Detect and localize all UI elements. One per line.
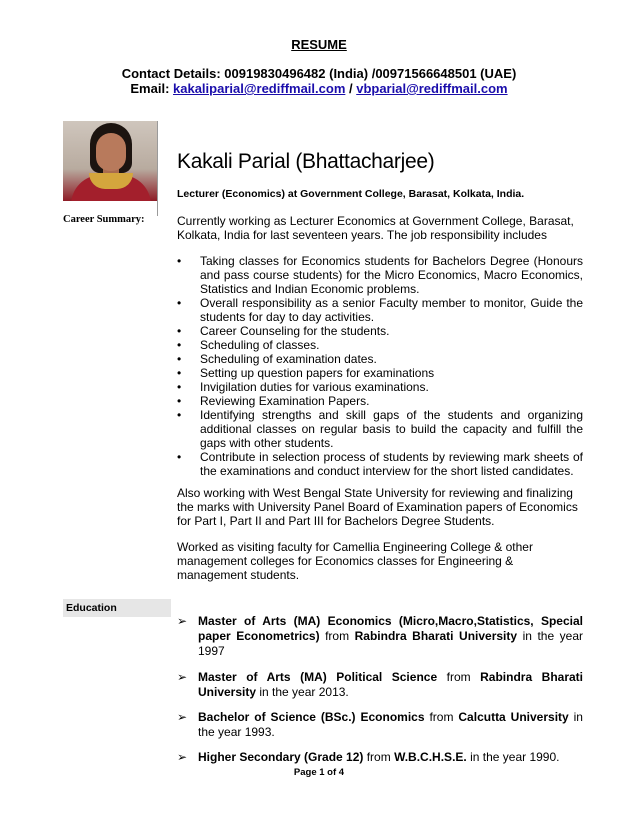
career-summary-label: Career Summary: <box>63 214 145 225</box>
from-text: from <box>437 670 481 684</box>
education-list <box>177 614 583 765</box>
list-item <box>177 352 583 366</box>
responsibility-text: Overall responsibility as a senior Faculty member to monitor, Guide the students for day to day activities. <box>200 296 583 324</box>
responsibility-text: Identifying strengths and skill gaps of the students and organizing additional classes on regular basis to build the capacity and fulfill the gaps with other students. <box>200 408 583 450</box>
degree-name: Higher Secondary (Grade 12) <box>198 750 364 764</box>
from-text: from <box>363 750 395 764</box>
email-line <box>0 81 638 96</box>
bullet-icon: • <box>177 324 182 338</box>
list-item <box>177 710 583 740</box>
institution-name: W.B.C.H.S.E. <box>394 750 467 764</box>
contact-phones: 00919830496482 (India) /00971566648501 (UAE) <box>224 66 517 81</box>
degree-year: in the year 1997 <box>198 629 584 658</box>
career-intro: Currently working as Lecturer Economics at Government College, Barasat, Kolkata, India for last seventeen years. The job responsibility includes <box>177 214 574 242</box>
email-label: Email: <box>130 81 174 96</box>
visiting-faculty-paragraph: Worked as visiting faculty for Camellia Engineering College & other management colleges for Economics classes for Engineering & management students. <box>177 540 533 582</box>
responsibility-text: Setting up question papers for examinations <box>200 366 435 380</box>
list-item <box>177 394 583 408</box>
arrow-bullet-icon: ➢ <box>177 670 188 684</box>
institution-name: Rabindra Bharati University <box>354 629 518 643</box>
list-item <box>177 296 583 324</box>
education-label: Education <box>63 599 171 617</box>
contact-phones-line <box>0 66 638 81</box>
institution-name: Rabindra Bharati University <box>198 670 583 699</box>
bullet-icon: • <box>177 296 182 310</box>
responsibility-text: Reviewing Examination Papers. <box>200 394 370 408</box>
document-title: RESUME <box>291 37 347 52</box>
institution-name: Calcutta University <box>458 710 569 724</box>
list-item <box>177 380 583 394</box>
contact-block <box>0 66 638 96</box>
email-separator: / <box>345 81 357 96</box>
degree-year: in the year 1993. <box>198 710 583 739</box>
bullet-icon: • <box>177 352 182 366</box>
bullet-icon: • <box>177 254 182 268</box>
degree-year: in the year 1990. <box>466 750 560 764</box>
degree-year: in the year 2013. <box>256 685 349 699</box>
email-link-secondary[interactable]: vbparial@rediffmail.com <box>356 81 508 96</box>
email-link-primary[interactable]: kakaliparial@rediffmail.com <box>173 81 346 96</box>
contact-label: Contact Details: <box>121 66 225 81</box>
bullet-icon: • <box>177 408 182 422</box>
degree-name: Master of Arts (MA) Political Science <box>198 670 438 684</box>
candidate-position: Lecturer (Economics) at Government College, Barasat, Kolkata, India. <box>177 188 525 200</box>
responsibility-text: Career Counseling for the students. <box>200 324 390 338</box>
from-text: from <box>319 629 355 643</box>
arrow-bullet-icon: ➢ <box>177 750 188 764</box>
responsibility-text: Invigilation duties for various examinations. <box>200 380 429 394</box>
responsibility-text: Scheduling of examination dates. <box>200 352 377 366</box>
list-item <box>177 366 583 380</box>
arrow-bullet-icon: ➢ <box>177 614 188 628</box>
list-item <box>177 338 583 352</box>
list-item <box>177 408 583 450</box>
list-item <box>177 450 583 478</box>
list-item <box>177 670 583 700</box>
bullet-icon: • <box>177 380 182 394</box>
from-text: from <box>424 710 459 724</box>
bullet-icon: • <box>177 366 182 380</box>
degree-name: Bachelor of Science (BSc.) Economics <box>198 710 425 724</box>
list-item <box>177 254 583 296</box>
responsibility-text: Scheduling of classes. <box>200 338 320 352</box>
list-item <box>177 750 583 765</box>
list-item <box>177 324 583 338</box>
bullet-icon: • <box>177 338 182 352</box>
header-divider <box>157 121 158 216</box>
responsibility-list <box>177 254 583 478</box>
degree-name: Master of Arts (MA) Economics (Micro,Macro,Statistics, Special paper Econometrics) <box>198 614 583 643</box>
bullet-icon: • <box>177 450 182 464</box>
arrow-bullet-icon: ➢ <box>177 710 188 724</box>
university-work-paragraph: Also working with West Bengal State University for reviewing and finalizing the marks with University Panel Board of Examination papers of Economics for Part I, Part II and Part III for Bachelors Degree Students. <box>177 486 578 528</box>
responsibility-text: Taking classes for Economics students for Bachelors Degree (Honours and pass course students) for the Micro Economics, Macro Economics, Statistics and Indian Economic problems. <box>200 254 583 296</box>
page-number: Page 1 of 4 <box>293 767 345 778</box>
candidate-name: Kakali Parial (Bhattacharjee) <box>177 150 435 173</box>
list-item <box>177 614 583 659</box>
profile-photo <box>63 121 157 201</box>
bullet-icon: • <box>177 394 182 408</box>
responsibility-text: Contribute in selection process of students by reviewing mark sheets of the examinations and conduct interview for the short listed candidates. <box>200 450 583 478</box>
